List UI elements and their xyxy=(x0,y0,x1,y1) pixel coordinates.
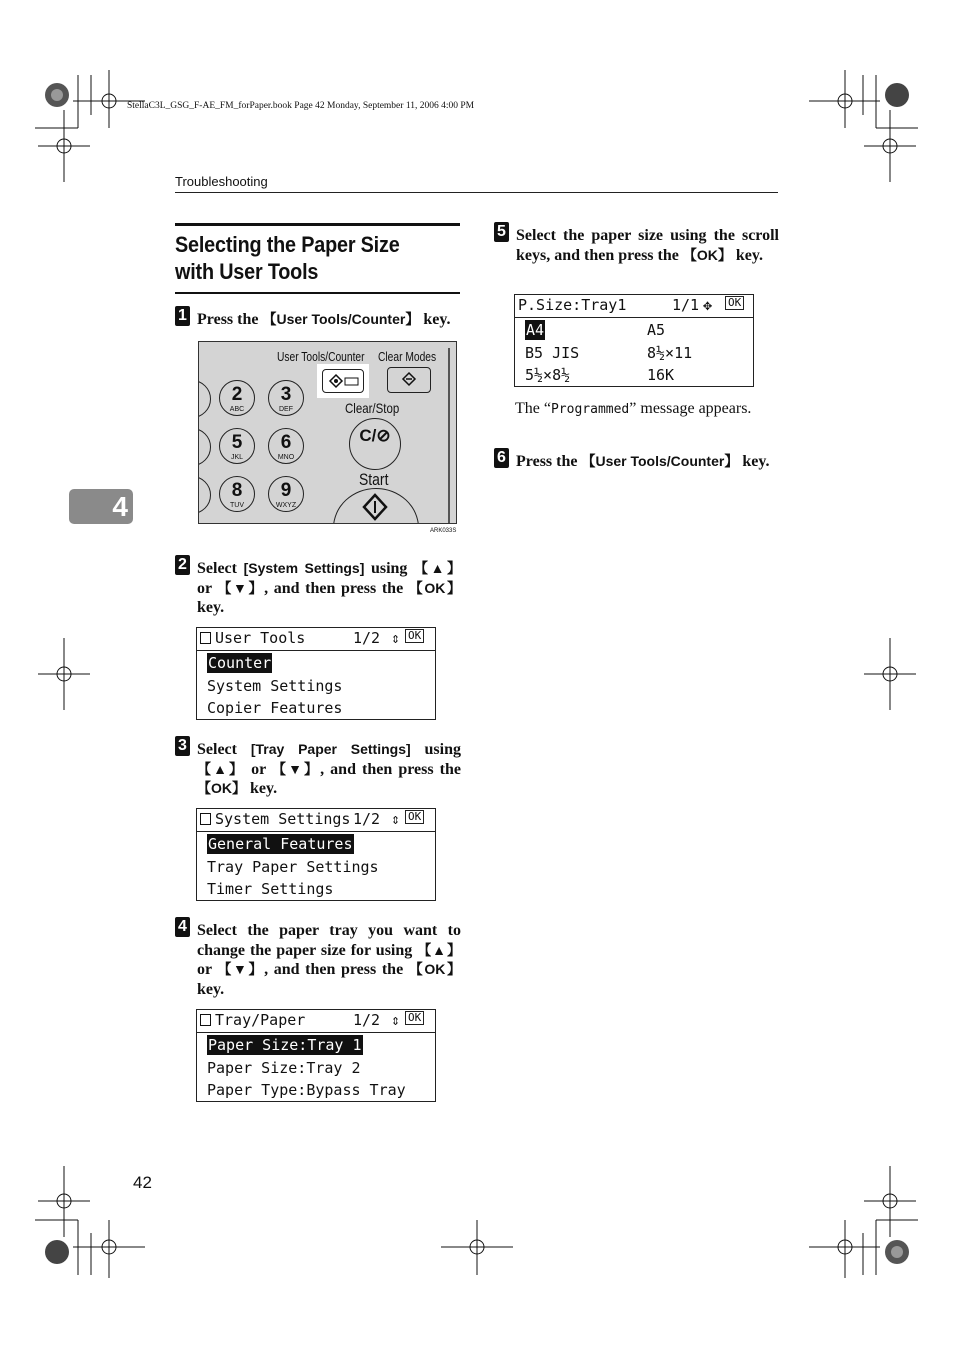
lcd-row[interactable]: System Settings xyxy=(207,677,343,695)
paper-size-letter[interactable]: 8½×11 xyxy=(647,344,693,362)
step-text: Select [System Settings] using 【▲】 or 【▼】, and then press the 【OK】 key. xyxy=(197,560,462,617)
section-bottom-rule xyxy=(175,292,460,294)
start-icon xyxy=(334,491,420,524)
keypad-6[interactable]: 6 MNO xyxy=(268,428,304,464)
paper-size-a5[interactable]: A5 xyxy=(647,321,666,339)
running-header: Troubleshooting xyxy=(175,174,268,189)
paper-size-b5[interactable]: B5 JIS xyxy=(525,344,580,362)
step-text: Press the 【User Tools/Counter】 key. xyxy=(516,453,770,470)
print-info: StellaC3L_GSG_F-AE_FM_forPaper.book Page 42 Monday, September 11, 2006 4:00 PM xyxy=(127,101,475,111)
clear-stop-symbol: C/⊘ xyxy=(359,426,391,445)
control-panel-illustration xyxy=(198,341,457,524)
step-5 xyxy=(494,222,778,286)
section-top-rule xyxy=(175,223,460,226)
user-tools-counter-key[interactable] xyxy=(322,369,364,393)
partial-key xyxy=(198,380,211,418)
lcd-title: User Tools xyxy=(215,629,306,647)
figure-id: ARK033S xyxy=(430,528,457,534)
clear-modes-key[interactable] xyxy=(387,367,431,393)
scroll-icon: ⇕ xyxy=(391,1011,401,1029)
paper-size-16k[interactable]: 16K xyxy=(647,366,675,384)
lcd-title: Tray/Paper xyxy=(215,1011,306,1029)
section-title: Selecting the Paper Size with User Tools xyxy=(175,232,400,284)
ok-key-icon: OK xyxy=(405,1011,424,1025)
lcd-system-settings xyxy=(196,808,436,901)
step-number: 5 xyxy=(494,222,509,242)
lcd-tray-paper xyxy=(196,1009,436,1102)
partial-key xyxy=(198,476,211,514)
panel-edge xyxy=(448,348,450,524)
lcd-header xyxy=(197,809,435,832)
scroll-icon: ⇕ xyxy=(391,810,401,828)
lcd-row[interactable]: General Features xyxy=(208,835,353,853)
step-4 xyxy=(175,917,460,1001)
ok-key-icon: OK xyxy=(725,296,744,310)
chapter-tab xyxy=(69,489,133,524)
list-icon xyxy=(200,1014,211,1026)
lcd-header xyxy=(197,628,435,651)
step-number: 2 xyxy=(175,555,190,575)
step-2 xyxy=(175,555,460,619)
lcd-page: 1/2 xyxy=(353,1011,381,1029)
lcd-header xyxy=(515,295,753,318)
programmed-note: The “Programmed” message appears. xyxy=(515,400,752,417)
lcd-row[interactable]: Paper Type:Bypass Tray xyxy=(207,1081,406,1099)
paper-size-half-letter[interactable]: 5½×8½ xyxy=(525,366,571,384)
user-tools-key-highlight xyxy=(317,364,369,398)
lcd-row[interactable]: Tray Paper Settings xyxy=(207,858,379,876)
start-key[interactable] xyxy=(333,488,419,524)
step-6 xyxy=(494,448,778,470)
clear-modes-icon xyxy=(388,368,430,392)
step-1 xyxy=(175,306,460,328)
clear-stop-label: Clear/Stop xyxy=(345,400,400,416)
scroll-icon: ⇕ xyxy=(391,629,401,647)
page-number: 42 xyxy=(133,1173,152,1192)
clear-modes-label: Clear Modes xyxy=(378,350,437,364)
lcd-title: System Settings xyxy=(215,810,351,828)
user-tools-counter-label: User Tools/Counter xyxy=(277,350,365,364)
lcd-page: 1/1 xyxy=(672,296,700,314)
paper-size-a4[interactable]: A4 xyxy=(526,321,545,339)
step-number: 1 xyxy=(175,306,190,326)
step-number: 6 xyxy=(494,448,509,468)
start-label: Start xyxy=(359,470,389,489)
step-3 xyxy=(175,736,460,800)
ok-key-icon: OK xyxy=(405,629,424,643)
partial-key xyxy=(198,428,211,466)
lcd-row[interactable]: Copier Features xyxy=(207,699,343,717)
scroll-icon: ✥ xyxy=(703,296,713,314)
keypad-5[interactable]: 5 JKL xyxy=(219,428,255,464)
lcd-row[interactable]: Paper Size:Tray 1 xyxy=(208,1036,362,1054)
lcd-title: P.Size:Tray1 xyxy=(518,296,627,314)
lcd-header xyxy=(197,1010,435,1033)
lcd-user-tools xyxy=(196,627,436,720)
lcd-row[interactable]: Counter xyxy=(208,654,272,672)
ok-key-icon: OK xyxy=(405,810,424,824)
lcd-row[interactable]: Timer Settings xyxy=(207,880,334,898)
chapter-number: 4 xyxy=(112,491,128,522)
keypad-9[interactable]: 9 WXYZ xyxy=(268,476,304,512)
keypad-8[interactable]: 8 TUV xyxy=(219,476,255,512)
list-icon xyxy=(200,632,211,644)
step-text: Select the paper tray you want to change the paper size for using 【▲】 or 【▼】, and then press the 【OK】 key. xyxy=(197,922,461,999)
lcd-page: 1/2 xyxy=(353,810,381,828)
list-icon xyxy=(200,813,211,825)
lcd-page: 1/2 xyxy=(353,629,381,647)
lcd-row[interactable]: Paper Size:Tray 2 xyxy=(207,1059,361,1077)
step-number: 4 xyxy=(175,917,190,937)
step-text: Press the 【User Tools/Counter】 key. xyxy=(197,311,451,328)
step-number: 3 xyxy=(175,736,190,756)
clear-stop-key[interactable] xyxy=(349,418,401,470)
lcd-paper-size xyxy=(514,294,754,387)
keypad-2[interactable]: 2 ABC xyxy=(219,380,255,416)
step-text: Select [Tray Paper Settings] using 【▲】 or 【▼】, and then press the 【OK】 key. xyxy=(197,741,462,798)
user-tools-icon xyxy=(323,370,363,392)
step-text: Select the paper size using the scroll keys, and then press the 【OK】 key. xyxy=(516,227,779,264)
keypad-3[interactable]: 3 DEF xyxy=(268,380,304,416)
